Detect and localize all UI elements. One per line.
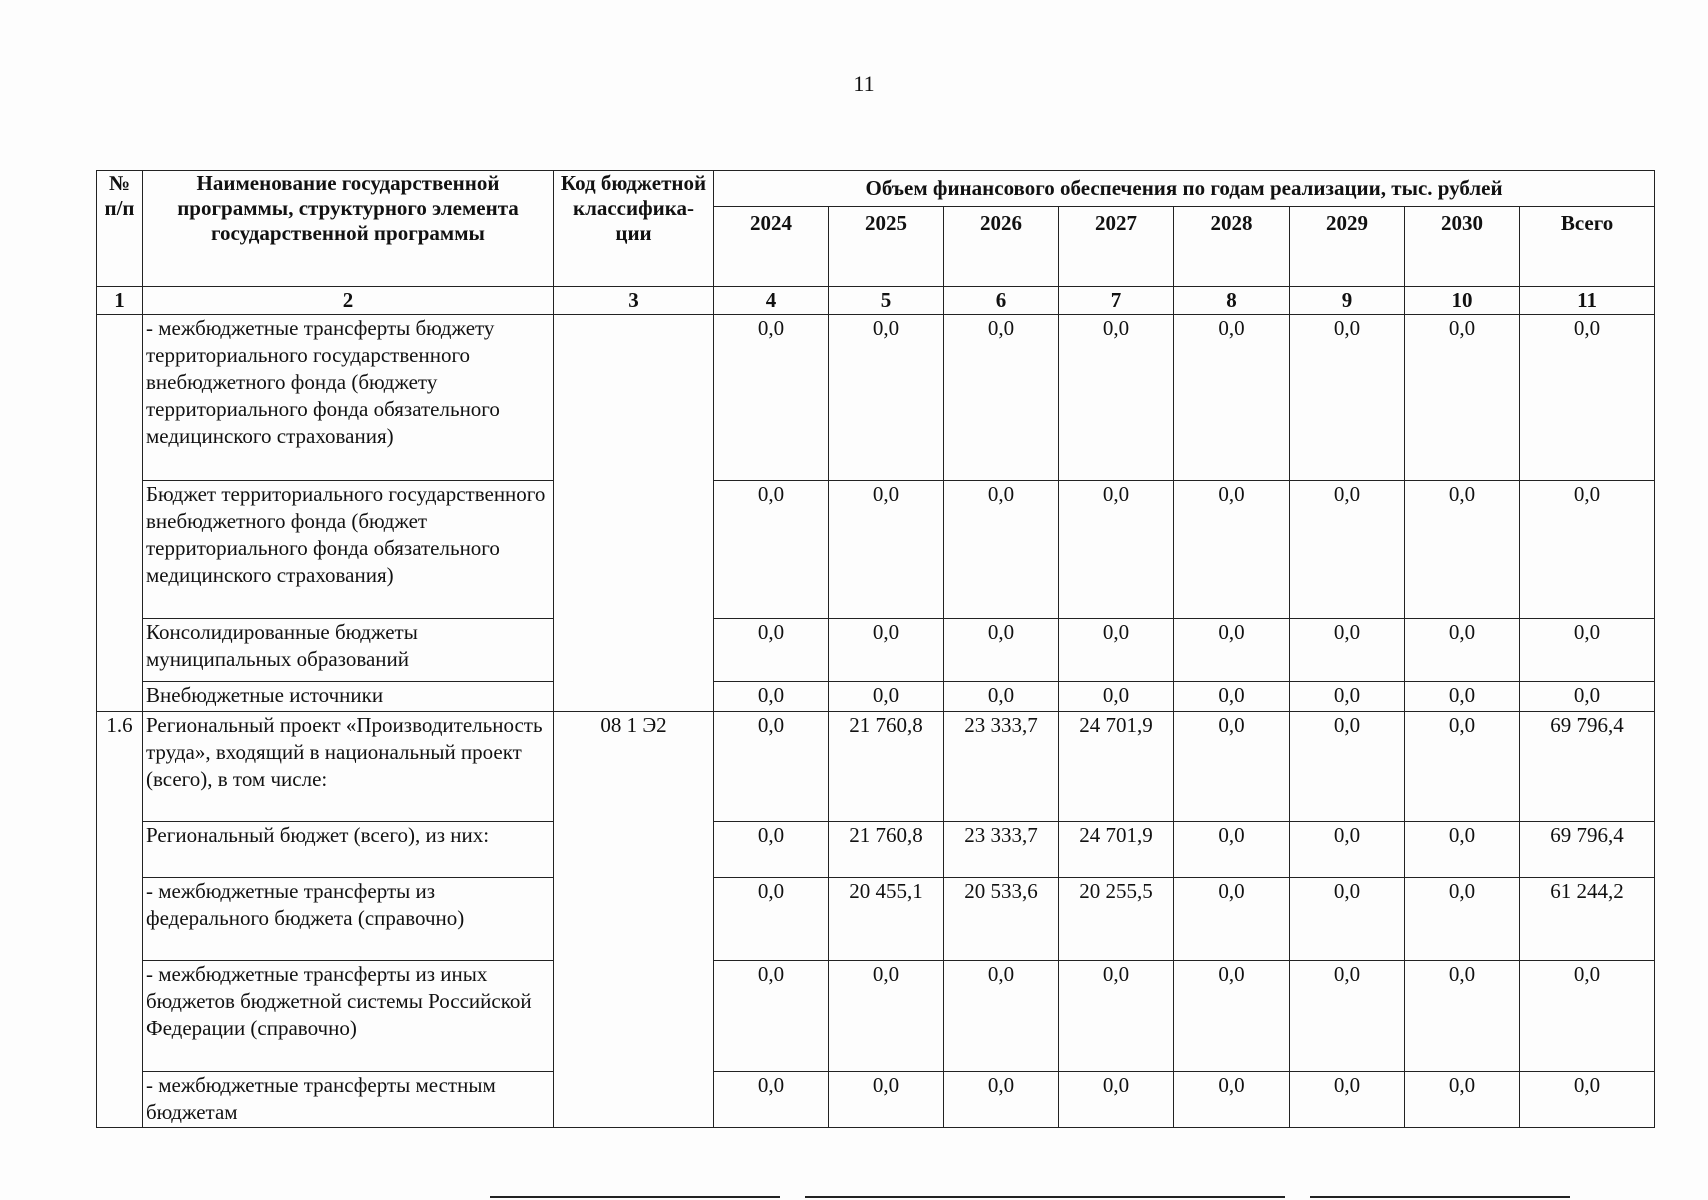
row-value: 0,0	[1405, 1072, 1520, 1128]
row-value: 0,0	[944, 1072, 1059, 1128]
column-number: 2	[143, 287, 554, 315]
row-value: 0,0	[829, 961, 944, 1072]
column-number: 1	[97, 287, 143, 315]
row-value: 0,0	[1059, 619, 1174, 682]
row-value: 0,0	[829, 481, 944, 619]
row-value: 0,0	[1290, 822, 1405, 878]
header-name: Наименование государственной программы, структурного элемента государственной программы	[143, 171, 554, 287]
row-value: 0,0	[714, 712, 829, 822]
table-row	[97, 961, 1655, 1072]
row-value: 0,0	[1290, 878, 1405, 961]
row-code	[554, 315, 714, 712]
row-value: 0,0	[1290, 961, 1405, 1072]
column-number: 3	[554, 287, 714, 315]
row-name: - межбюджетные трансферты местным бюджетам	[143, 1072, 554, 1128]
row-total: 0,0	[1520, 481, 1655, 619]
column-number: 9	[1290, 287, 1405, 315]
table-row	[97, 1072, 1655, 1128]
column-number: 4	[714, 287, 829, 315]
row-value: 0,0	[1405, 961, 1520, 1072]
financing-table	[96, 170, 1655, 1128]
row-value: 0,0	[1405, 712, 1520, 822]
header-year: 2025	[829, 207, 944, 287]
row-value: 0,0	[944, 961, 1059, 1072]
row-value: 0,0	[1405, 315, 1520, 481]
header-year: 2026	[944, 207, 1059, 287]
row-value: 0,0	[1059, 315, 1174, 481]
row-value: 0,0	[829, 315, 944, 481]
table-row	[97, 682, 1655, 712]
row-value: 0,0	[1174, 878, 1290, 961]
row-value: 0,0	[1174, 961, 1290, 1072]
header-year: 2028	[1174, 207, 1290, 287]
table-row	[97, 822, 1655, 878]
row-value: 24 701,9	[1059, 822, 1174, 878]
row-value: 0,0	[1405, 481, 1520, 619]
header-financing-group: Объем финансового обеспечения по годам реализации, тыс. рублей	[714, 171, 1655, 207]
row-value: 0,0	[944, 315, 1059, 481]
row-value: 0,0	[1174, 1072, 1290, 1128]
row-value: 0,0	[714, 822, 829, 878]
row-name: Внебюджетные источники	[143, 682, 554, 712]
row-value: 0,0	[1290, 619, 1405, 682]
row-value: 0,0	[829, 682, 944, 712]
row-total: 61 244,2	[1520, 878, 1655, 961]
row-total: 0,0	[1520, 315, 1655, 481]
row-value: 0,0	[1405, 682, 1520, 712]
column-number: 5	[829, 287, 944, 315]
row-value: 0,0	[714, 1072, 829, 1128]
page-number: 11	[853, 71, 875, 96]
row-value: 0,0	[944, 481, 1059, 619]
header-year: 2030	[1405, 207, 1520, 287]
row-name: - межбюджетные трансферты бюджету территориального государственного внебюджетного фонда (бюджету территориального фонда обязательного медицинского страхования)	[143, 315, 554, 481]
row-value: 0,0	[1290, 315, 1405, 481]
row-value: 0,0	[1290, 1072, 1405, 1128]
row-value: 21 760,8	[829, 712, 944, 822]
row-value: 20 533,6	[944, 878, 1059, 961]
row-name: - межбюджетные трансферты из федерального бюджета (справочно)	[143, 878, 554, 961]
row-total: 69 796,4	[1520, 822, 1655, 878]
row-value: 23 333,7	[944, 822, 1059, 878]
row-value: 0,0	[714, 878, 829, 961]
row-value: 0,0	[714, 481, 829, 619]
header-code: Код бюджетной классифика-ции	[554, 171, 714, 287]
row-value: 0,0	[1405, 822, 1520, 878]
column-number: 8	[1174, 287, 1290, 315]
row-value: 0,0	[829, 1072, 944, 1128]
column-number: 7	[1059, 287, 1174, 315]
row-value: 0,0	[714, 961, 829, 1072]
row-value: 0,0	[829, 619, 944, 682]
row-value: 0,0	[1290, 712, 1405, 822]
row-value: 0,0	[944, 619, 1059, 682]
row-value: 21 760,8	[829, 822, 944, 878]
row-value: 0,0	[1174, 822, 1290, 878]
row-value: 0,0	[1290, 682, 1405, 712]
row-value: 24 701,9	[1059, 712, 1174, 822]
row-num	[97, 315, 143, 712]
row-value: 0,0	[1290, 481, 1405, 619]
row-value: 0,0	[944, 682, 1059, 712]
header-year: 2027	[1059, 207, 1174, 287]
row-num: 1.6	[97, 712, 143, 1128]
table-row	[97, 315, 1655, 481]
column-number: 6	[944, 287, 1059, 315]
table-row	[97, 878, 1655, 961]
row-name: Консолидированные бюджеты муниципальных образований	[143, 619, 554, 682]
row-value: 0,0	[1405, 619, 1520, 682]
row-value: 20 255,5	[1059, 878, 1174, 961]
column-number: 10	[1405, 287, 1520, 315]
table-row	[97, 619, 1655, 682]
row-value: 0,0	[1174, 682, 1290, 712]
table-row	[97, 712, 1655, 822]
row-total: 69 796,4	[1520, 712, 1655, 822]
row-value: 0,0	[1059, 961, 1174, 1072]
row-name: - межбюджетные трансферты из иных бюджетов бюджетной системы Российской Федерации (справочно)	[143, 961, 554, 1072]
header-row-1	[97, 171, 1655, 207]
row-value: 0,0	[714, 682, 829, 712]
row-total: 0,0	[1520, 619, 1655, 682]
row-value: 0,0	[714, 619, 829, 682]
scan-edge-line	[805, 1196, 1285, 1198]
row-total: 0,0	[1520, 1072, 1655, 1128]
header-year: 2024	[714, 207, 829, 287]
row-value: 0,0	[714, 315, 829, 481]
table-row	[97, 481, 1655, 619]
column-number: 11	[1520, 287, 1655, 315]
row-value: 0,0	[1059, 481, 1174, 619]
column-number-row	[97, 287, 1655, 315]
row-value: 0,0	[1174, 315, 1290, 481]
row-total: 0,0	[1520, 961, 1655, 1072]
row-total: 0,0	[1520, 682, 1655, 712]
row-value: 20 455,1	[829, 878, 944, 961]
header-num: № п/п	[97, 171, 143, 287]
row-value: 0,0	[1174, 619, 1290, 682]
row-value: 0,0	[1405, 878, 1520, 961]
scan-edge-line	[1310, 1196, 1570, 1198]
row-name: Региональный бюджет (всего), из них:	[143, 822, 554, 878]
row-code: 08 1 Э2	[554, 712, 714, 1128]
row-value: 0,0	[1174, 712, 1290, 822]
header-year: 2029	[1290, 207, 1405, 287]
scan-edge-line	[490, 1196, 780, 1198]
row-value: 23 333,7	[944, 712, 1059, 822]
row-value: 0,0	[1174, 481, 1290, 619]
header-total: Всего	[1520, 207, 1655, 287]
row-name: Бюджет территориального государственного внебюджетного фонда (бюджет территориального фонда обязательного медицинского страхования)	[143, 481, 554, 619]
row-value: 0,0	[1059, 682, 1174, 712]
row-name: Региональный проект «Производительность труда», входящий в национальный проект (всего), в том числе:	[143, 712, 554, 822]
row-value: 0,0	[1059, 1072, 1174, 1128]
